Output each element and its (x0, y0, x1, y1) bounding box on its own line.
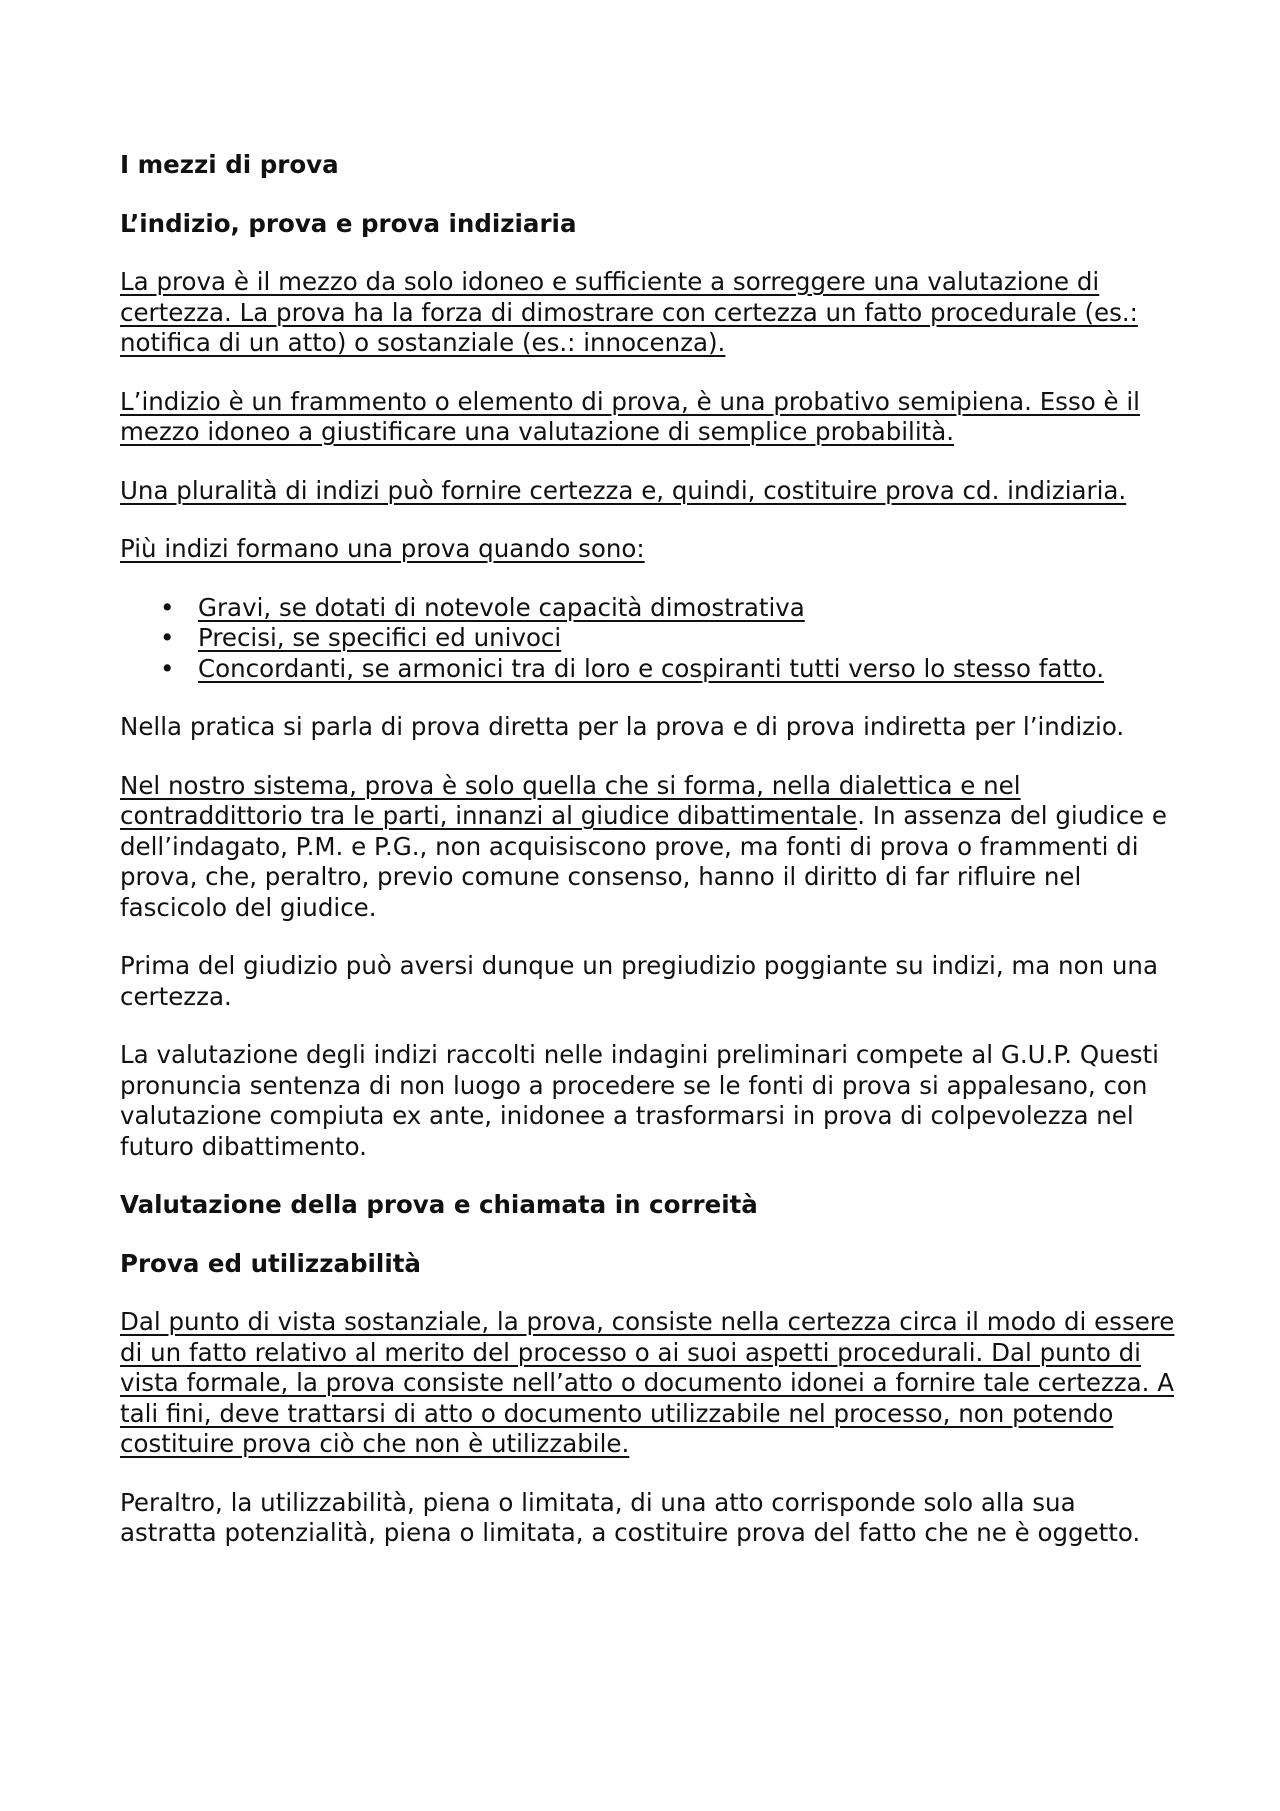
paragraph-prova-diretta: Nella pratica si parla di prova diretta per la prova e di prova indiretta per l’indizio. (120, 712, 1125, 741)
list-item-text: Concordanti, se armonici tra di loro e cospiranti tutti verso lo stesso fatto. (198, 653, 1104, 683)
paragraph-punto-di-vista (120, 1307, 1180, 1460)
list-item-text: Precisi, se specifici ed univoci (198, 623, 562, 652)
paragraph-pluralita-indizi (120, 476, 1180, 507)
bullet-icon: • (160, 592, 175, 622)
paragraph-gup: La valutazione degli indizi raccolti nelle indagini preliminari compete al G.U.P. Questi pronuncia sentenza di non luogo a procedere se le fonti di prova si appalesano, con valutazione compiuta ex ante, inidonee a trasformarsi in prova di colpevolezza nel futuro dibattimento. (120, 1040, 1159, 1161)
paragraph-utilizzabilita: Peraltro, la utilizzabilità, piena o limitata, di una atto corrisponde solo alla sua astratta potenzialità, piena o limitata, a costituire prova del fatto che ne è oggetto. (120, 1487, 1141, 1547)
list-item (120, 623, 1180, 654)
document-page (120, 150, 1180, 1577)
list-item-text: Gravi, se dotati di notevole capacità dimostrativa (198, 592, 805, 622)
list-item (120, 593, 1180, 624)
paragraph-sistema (120, 771, 1180, 924)
section-heading-utilizzabilita: Prova ed utilizzabilità (120, 1248, 421, 1278)
underlined-text: Nel nostro sistema, prova è solo quella che si forma, nella dialettica e nel contraddittorio tra le parti, innanzi al giudice dibattimentale (120, 770, 1021, 830)
underlined-text: Più indizi formano una prova quando sono: (120, 534, 645, 563)
paragraph-definizione-indizio (120, 387, 1180, 448)
underlined-text: Dal punto di vista sostanziale, la prova, consiste nella certezza circa il modo di essere di un fatto relativo al merito del processo o ai suoi aspetti procedurali. Dal punto di vista formale, la prova consiste nell’atto o documento idonei a fornire tale certezza. A tali fini, deve trattarsi di atto o documento utilizzabile nel processo, non potendo costituire prova ciò che non è utilizzabile. (120, 1307, 1175, 1458)
bullet-icon: • (160, 623, 175, 652)
section-heading-indizio: L’indizio, prova e prova indiziaria (120, 208, 577, 238)
underlined-text: Una pluralità di indizi può fornire certezza e, quindi, costituire prova cd. indiziaria. (120, 475, 1127, 505)
section-heading-valutazione: Valutazione della prova e chiamata in correità (120, 1190, 758, 1219)
bullet-icon: • (160, 653, 175, 683)
paragraph-text: . In assenza del giudice e dell’indagato, P.M. e P.G., non acquisiscono prove, ma fonti di prova o frammenti di prova, che, peraltro, previo comune consenso, hanno il diritto di far rifluire nel fascicolo del giudice. (120, 801, 1167, 922)
underlined-text: La prova è il mezzo da solo idoneo e sufficiente a sorreggere una valutazione di certezza. La prova ha la forza di dimostrare con certezza un fatto procedurale (es.: notifica di un atto) o sostanziale (es.: innocenza). (120, 267, 1138, 357)
paragraph-definizione-prova (120, 267, 1180, 359)
list-item (120, 654, 1180, 685)
requisiti-list (120, 593, 1180, 685)
paragraph-pregiudizio: Prima del giudizio può aversi dunque un pregiudizio poggiante su indizi, ma non una certezza. (120, 951, 1158, 1011)
paragraph-requisiti-intro (120, 534, 1180, 565)
document-title: I mezzi di prova (120, 150, 339, 179)
underlined-text: L’indizio è un frammento o elemento di prova, è una probativo semipiena. Esso è il mezzo idoneo a giustificare una valutazione di semplice probabilità. (120, 386, 1140, 446)
